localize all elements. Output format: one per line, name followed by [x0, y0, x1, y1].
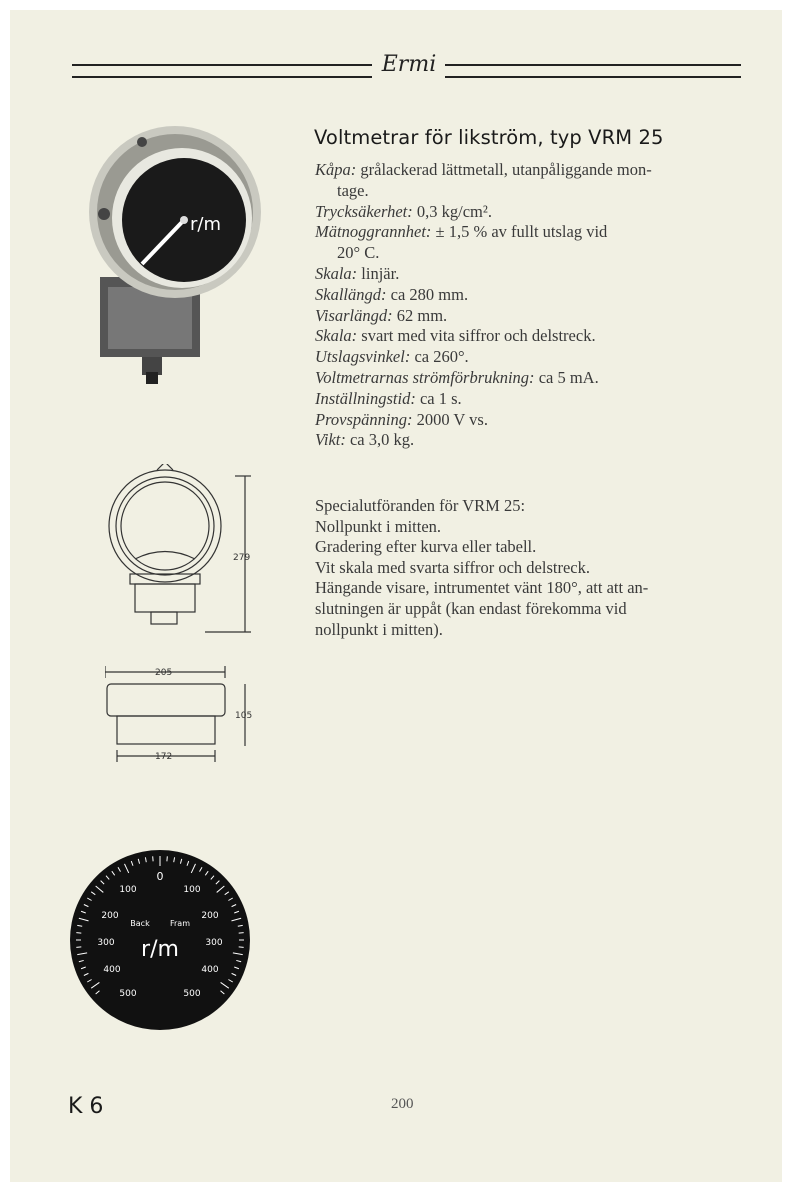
- spec-row: [315, 285, 755, 306]
- spec-label: Inställningstid:: [315, 388, 416, 408]
- front-dial-ring: [121, 482, 209, 570]
- dial-left-200: 200: [101, 911, 119, 921]
- dial-right-500: 500: [183, 989, 201, 999]
- page-number: 200: [391, 1096, 414, 1112]
- spec-row: [315, 389, 755, 410]
- spec-label: Voltmetrarnas strömförbrukning:: [315, 367, 535, 387]
- special-line: Hängande visare, intrumentet vänt 180°, att att an-: [315, 578, 649, 598]
- dial-right-200: 200: [201, 911, 219, 921]
- spec-value: tage.: [337, 180, 369, 200]
- spec-row: [315, 264, 755, 285]
- dim-width-bottom-label: 172: [155, 752, 173, 762]
- spec-value: grålackerad lättmetall, utanpåliggande mon-: [360, 160, 652, 179]
- special-line: Gradering efter kurva eller tabell.: [315, 537, 537, 557]
- mount-screw-top: [137, 137, 147, 147]
- dial-right-100: 100: [183, 885, 201, 895]
- spec-row: [315, 326, 755, 347]
- special-versions: [315, 496, 760, 640]
- dial-right-300: 300: [205, 938, 223, 948]
- spec-label: Visarlängd:: [315, 305, 393, 325]
- spec-row: [315, 202, 755, 223]
- dial-back-label: Back: [130, 919, 150, 928]
- dial-right-400: 400: [201, 965, 219, 975]
- svg-text:r/m: r/m: [190, 214, 221, 235]
- spec-row: [315, 160, 755, 181]
- special-line: Vit skala med svarta siffror och delstreck.: [315, 557, 590, 577]
- spec-list: [315, 160, 755, 451]
- dial-left-400: 400: [103, 965, 121, 975]
- dial-left-100: 100: [119, 885, 137, 895]
- spec-label: Skallängd:: [315, 284, 387, 304]
- side-bezel: [107, 684, 225, 716]
- front-gland: [151, 612, 177, 624]
- dim-depth-label: 105: [235, 711, 253, 721]
- spec-row: [315, 368, 755, 389]
- special-heading: Specialutföranden för VRM 25:: [315, 496, 526, 515]
- spec-value: ca 280 mm.: [390, 284, 469, 304]
- dim-width-top-label: 205: [155, 668, 173, 678]
- dial-left-500: 500: [119, 989, 137, 999]
- header-rule-left: [72, 64, 372, 78]
- spec-label: Vikt:: [315, 430, 346, 450]
- spec-row: [315, 243, 755, 264]
- side-view-drawing: [105, 660, 285, 770]
- gauge-photo: [80, 122, 280, 387]
- page-title: Voltmetrar för likström, typ VRM 25: [314, 126, 664, 149]
- spec-label: Mätnoggrannhet:: [315, 222, 432, 242]
- spec-row: [315, 430, 755, 451]
- spec-value: svart med vita siffror och delstreck.: [361, 326, 596, 346]
- spec-label: Utslagsvinkel:: [315, 347, 411, 367]
- dial-face-photo: [68, 848, 252, 1032]
- dial-zero: 0: [156, 870, 164, 883]
- dial-fram-label: Fram: [169, 919, 191, 928]
- spec-label: Kåpa:: [315, 160, 357, 179]
- front-window-arc: [135, 552, 195, 560]
- front-outer-ring: [109, 470, 221, 582]
- dial-unit-label: r/m: [141, 937, 179, 962]
- spec-value: ca 3,0 kg.: [349, 430, 415, 450]
- dial-left-300: 300: [97, 938, 115, 948]
- header-rule-right: [445, 64, 741, 78]
- spec-value: 2000 V vs.: [416, 409, 488, 429]
- cable-stub: [146, 372, 158, 384]
- spec-row: [315, 222, 755, 243]
- side-body: [117, 716, 215, 744]
- spec-label: Trycksäkerhet:: [315, 201, 413, 221]
- front-top-lug: [157, 464, 173, 470]
- special-line: Nollpunkt i mitten.: [315, 516, 442, 536]
- spec-label: Skala:: [315, 263, 358, 283]
- spec-row: [315, 410, 755, 431]
- special-line: nollpunkt i mitten).: [315, 619, 443, 639]
- special-line: slutningen är uppåt (kan endast förekomma vid: [315, 598, 627, 618]
- spec-row: [315, 347, 755, 368]
- spec-value: 62 mm.: [396, 305, 448, 325]
- spec-value: ca 1 s.: [419, 388, 462, 408]
- spec-value: ± 1,5 % av fullt utslag vid: [435, 222, 608, 242]
- dim-height-label: 279: [233, 553, 251, 563]
- mount-screw-left: [98, 208, 110, 220]
- spec-label: Skala:: [315, 326, 358, 346]
- spec-row: [315, 181, 755, 202]
- spec-label: Provspänning:: [315, 409, 413, 429]
- gauge-needle-hub: [180, 216, 188, 224]
- catalog-page: [10, 10, 782, 1182]
- front-junction-box: [135, 584, 195, 612]
- spec-value: 20° C.: [337, 243, 380, 263]
- front-view-drawing: [105, 464, 285, 644]
- spec-value: ca 5 mA.: [538, 367, 599, 387]
- section-code: K 6: [68, 1094, 104, 1119]
- front-inner-ring: [116, 477, 214, 575]
- ermi-logo: [372, 44, 446, 84]
- spec-value: ca 260°.: [414, 347, 469, 367]
- spec-value: 0,3 kg/cm².: [416, 201, 492, 221]
- svg-text:Ermi: Ermi: [381, 52, 437, 77]
- spec-value: linjär.: [361, 263, 400, 283]
- spec-row: [315, 306, 755, 327]
